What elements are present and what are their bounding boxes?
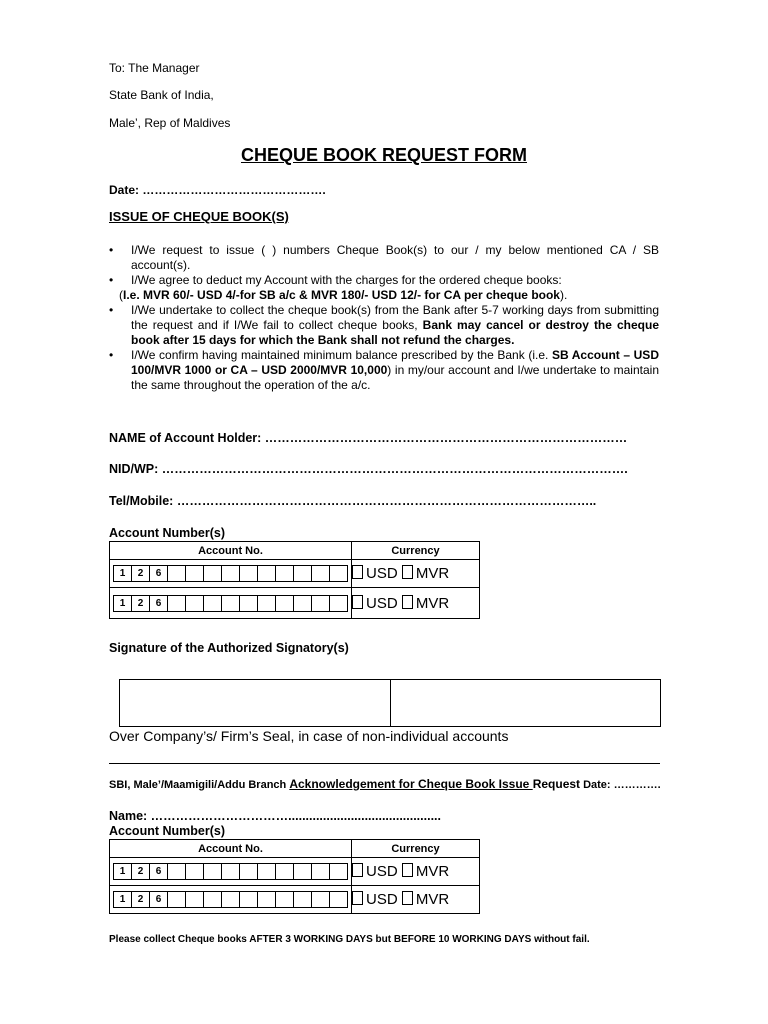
- term-collection: • I/We undertake to collect the cheque book(s) from the Bank after 5-7 working days from submitting the request and if I/We fail to collect cheque books, Bank may cancel or destroy the cheque book after 15 days for which the Bank shall not refund the charges.: [109, 303, 659, 347]
- nid-field[interactable]: NID/WP: ………………………………………………………………………………………………….: [109, 462, 628, 476]
- mvr-checkbox[interactable]: [402, 891, 413, 905]
- col-currency: Currency: [352, 840, 480, 858]
- date-field[interactable]: Date: ……………………………………….: [109, 183, 326, 197]
- usd-checkbox[interactable]: [352, 863, 363, 877]
- address-bank: State Bank of India,: [109, 88, 214, 102]
- table-row: 1 2 6 USD MVR: [110, 858, 480, 886]
- mvr-checkbox[interactable]: [402, 565, 413, 579]
- term-min-balance: • I/We confirm having maintained minimum balance prescribed by the Bank (i.e. SB Account – USD 100/MVR 1000 or CA – USD 2000/MVR 10,000) in my/our account and I/we undertake to maintain the same throughout the operation of the a/c.: [109, 348, 659, 392]
- acknowledgement-header: SBI, Male’/Maamigili/Addu Branch Acknowledgement for Cheque Book Issue Request Date: ………….: [109, 777, 661, 791]
- mvr-checkbox[interactable]: [402, 863, 413, 877]
- ack-account-numbers-label: Account Number(s): [109, 824, 225, 838]
- signature-area-2[interactable]: [390, 680, 661, 726]
- bullet-icon: •: [109, 243, 114, 257]
- bullet-icon: •: [109, 348, 114, 362]
- mvr-checkbox[interactable]: [402, 595, 413, 609]
- account-table: [109, 541, 480, 619]
- account-number-input[interactable]: 1 2 6: [113, 863, 348, 880]
- col-currency: Currency: [352, 542, 480, 560]
- terms-list: [109, 243, 659, 393]
- table-row: 1 2 6 USD MVR: [110, 886, 480, 914]
- section-title: ISSUE OF CHEQUE BOOK(S): [109, 209, 289, 224]
- signature-box: [119, 679, 661, 727]
- account-holder-name-field[interactable]: NAME of Account Holder: ……………………………………………………………………………: [109, 431, 628, 445]
- tel-mobile-field[interactable]: Tel/Mobile: ………………………………………………………………………………………..: [109, 494, 597, 508]
- charges-detail: (I.e. MVR 60/- USD 4/-for SB a/c & MVR 180/- USD 12/- for CA per cheque book).: [119, 288, 568, 302]
- usd-checkbox[interactable]: [352, 891, 363, 905]
- ack-name-field[interactable]: Name: ……………………………............................................: [109, 809, 441, 823]
- bullet-icon: •: [109, 303, 114, 317]
- term-charges: • I/We agree to deduct my Account with the charges for the ordered cheque books:: [109, 273, 562, 287]
- signature-label: Signature of the Authorized Signatory(s): [109, 641, 349, 655]
- usd-checkbox[interactable]: [352, 565, 363, 579]
- bullet-icon: •: [109, 273, 114, 287]
- account-number-input[interactable]: 1 2 6: [113, 595, 348, 612]
- form-title: CHEQUE BOOK REQUEST FORM: [240, 145, 527, 165]
- table-row: 1 2 6 USD MVR: [110, 588, 480, 619]
- usd-checkbox[interactable]: [352, 595, 363, 609]
- footer-note: Please collect Cheque books AFTER 3 WORKING DAYS but BEFORE 10 WORKING DAYS without fail.: [109, 934, 590, 945]
- address-to: To: The Manager: [109, 61, 200, 75]
- term-issue: • I/We request to issue ( ) numbers Cheque Book(s) to our / my below mentioned CA / SB account(s).: [109, 243, 659, 272]
- account-number-input[interactable]: 1 2 6: [113, 565, 348, 582]
- address-location: Male’, Rep of Maldives: [109, 116, 231, 130]
- col-account-no: Account No.: [110, 840, 352, 858]
- table-row: 1 2 6 USD MVR: [110, 560, 480, 588]
- account-numbers-label: Account Number(s): [109, 526, 225, 540]
- divider: [109, 763, 660, 764]
- ack-account-table: [109, 839, 480, 914]
- seal-note: Over Company’s/ Firm’s Seal, in case of non-individual accounts: [109, 728, 509, 744]
- col-account-no: Account No.: [110, 542, 352, 560]
- account-number-input[interactable]: 1 2 6: [113, 891, 348, 908]
- signature-area-1[interactable]: [120, 680, 390, 726]
